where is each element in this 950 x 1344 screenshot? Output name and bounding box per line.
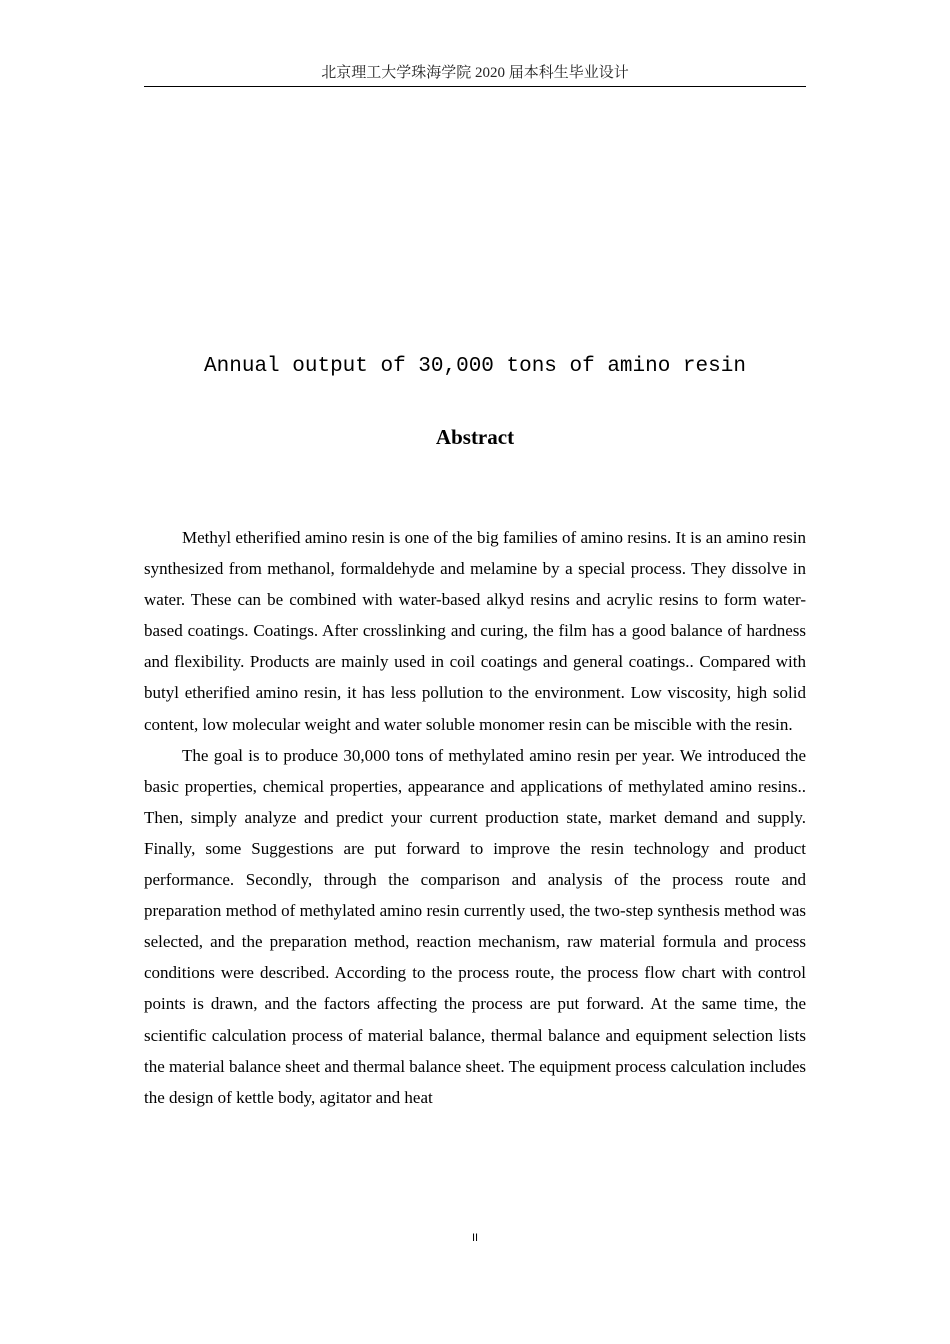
abstract-heading: Abstract: [435, 425, 515, 449]
header-text: 北京理工大学珠海学院 2020 届本科生毕业设计: [321, 65, 629, 81]
page-number: II: [471, 1232, 479, 1244]
page-header: [144, 62, 806, 87]
abstract-paragraph: Methyl etherified amino resin is one of the big families of amino resins. It is an amino resin synthesized from methanol, formaldehyde and melamine by a special process. They dissolve in water. These can be combined with water-based alkyd resins and acrylic resins to form water-based coatings. Coatings. After crosslinking and curing, the film has a good balance of hardness and flexibility. Products are mainly used in coil coatings and general coatings.. Compared with butyl etherified amino resin, it has less pollution to the environment. Low viscosity, high solid content, low molecular weight and water soluble monomer resin can be miscible with the resin.: [144, 528, 806, 734]
paper-title: Annual output of 30,000 tons of amino resin: [204, 355, 746, 378]
abstract-body: [144, 522, 806, 1113]
abstract-paragraph: The goal is to produce 30,000 tons of methylated amino resin per year. We introduced the basic properties, chemical properties, appearance and applications of methylated amino resins.. Then, simply analyze and predict your current production state, market demand and supply. Finally, some Suggestions are put forward to improve the resin technology and product performance. Secondly, through the comparison and analysis of the process route and preparation method of methylated amino resin currently used, the two-step synthesis method was selected, and the preparation method, reaction mechanism, raw material formula and process conditions were described. According to the process route, the process flow chart with control points is drawn, and the factors affecting the process are put forward. At the same time, the scientific calculation process of material balance, thermal balance and equipment selection lists the material balance sheet and thermal balance sheet. The equipment process calculation includes the design of kettle body, agitator and heat: [144, 745, 806, 1107]
